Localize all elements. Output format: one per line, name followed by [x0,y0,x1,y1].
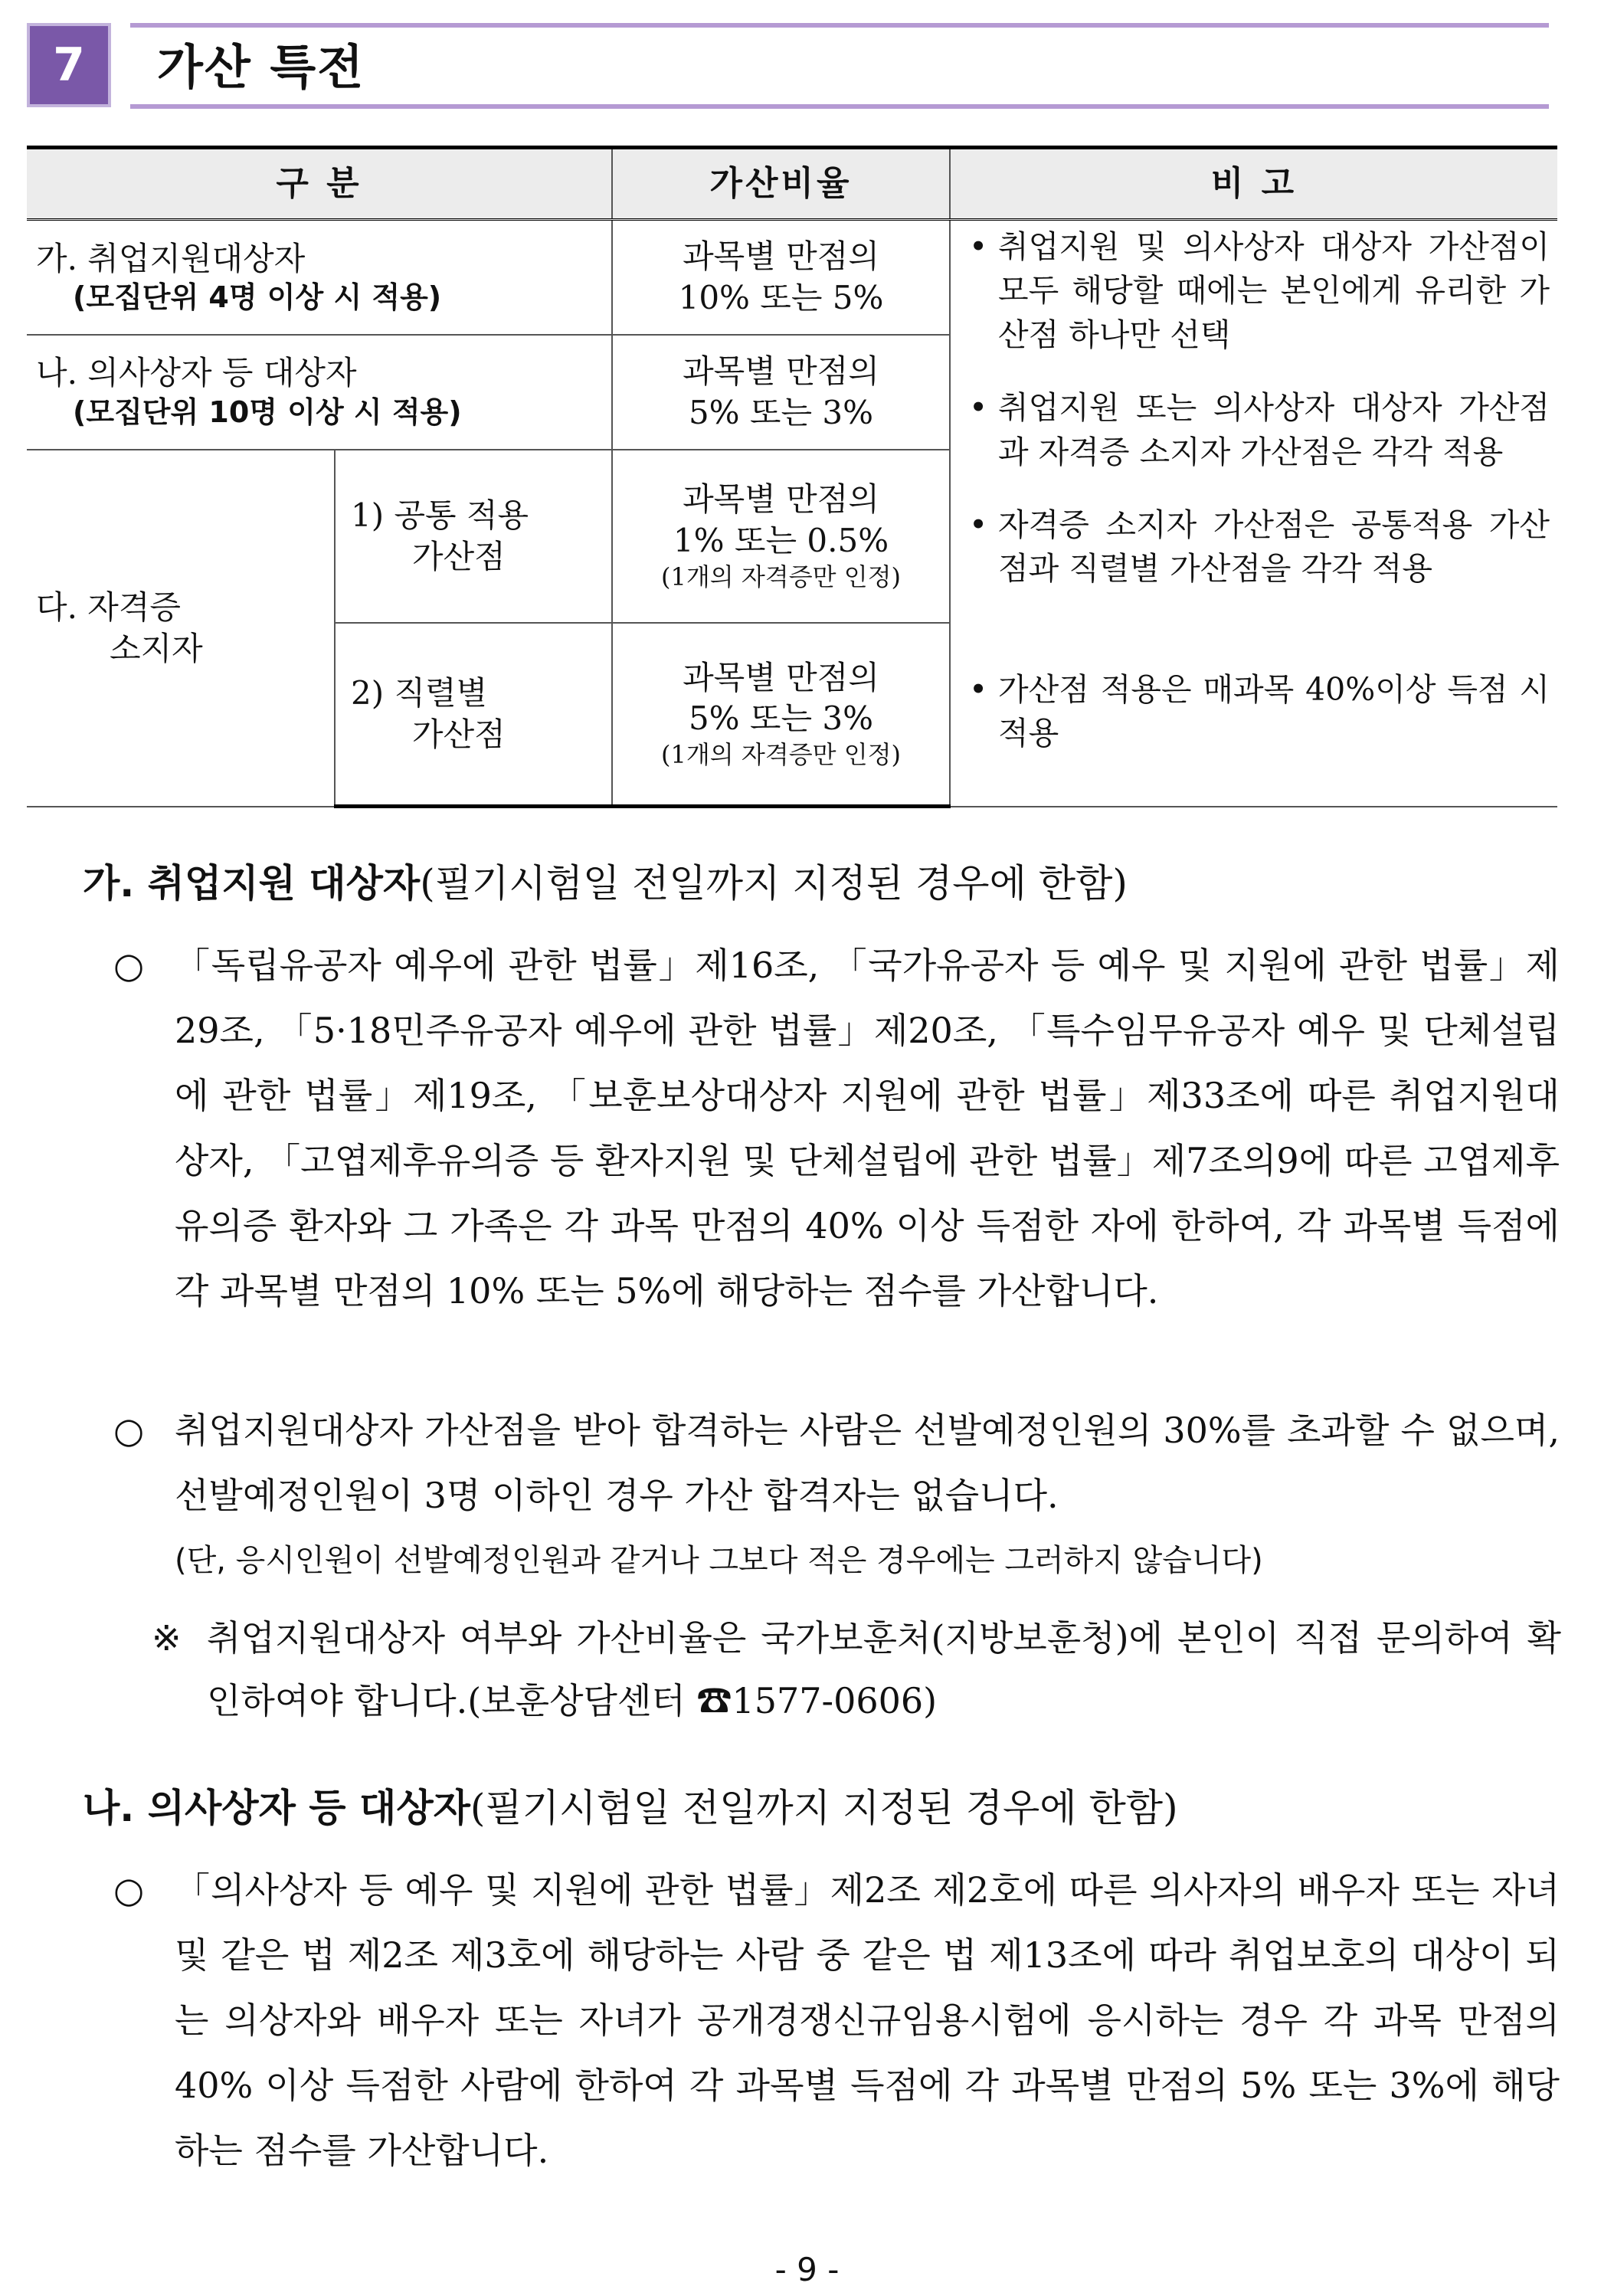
cell-ga-rate [612,220,950,335]
na-rate-line1: 과목별 만점의 [683,352,879,390]
part-ga-reference-note [152,1607,1561,1732]
ga-rate-line1: 과목별 만점의 [683,237,879,275]
part-na-heading-bold: 나. 의사상자 등 대상자 [83,1786,470,1830]
part-na-paragraph-1 [113,1858,1560,2183]
ga-rate-line2: 10% 또는 5% [678,278,884,316]
cell-da-sub2-rate [612,623,950,807]
table-header-row [27,148,1557,220]
cell-na-label [27,335,612,450]
header-notes: 비 고 [950,148,1557,220]
bonus-table [27,146,1557,808]
section-title: 가산 특전 [157,39,365,95]
da-sub1-rate-line1: 과목별 만점의 [683,480,879,519]
part-ga-ref-text: 취업지원대상자 여부와 가산비율은 국가보훈처(지방보훈청)에 본인이 직접 문의하여 확인하여야 합니다.(보훈상담센터 ☎1577-0606) [207,1617,1561,1721]
part-ga-heading [83,853,1128,908]
section-number-badge: 7 [27,23,111,107]
cell-na-rate [612,335,950,450]
na-rate-line2: 5% 또는 3% [688,393,874,431]
circle-bullet: ○ [113,1410,145,1451]
note-item: • 취업지원 및 의사상자 대상자 가산점이 모두 해당할 때에는 본인에게 유리한 가산점 하나만 선택 [964,225,1550,357]
part-ga-paragraph-1 [113,933,1560,1324]
ga-condition: (모집단위 4명 이상 시 적용) [73,280,442,315]
na-label: 나. 의사상자 등 대상자 [36,354,357,392]
da-sub1-label-line2: 가산점 [412,537,506,575]
da-sub1-rate-line2: 1% 또는 0.5% [673,522,889,560]
circle-bullet: ○ [113,945,145,986]
part-ga-p2-text: 취업지원대상자 가산점을 받아 합격하는 사람은 선발예정인원의 30%를 초과할 수 없으며, 선발예정인원이 3명 이하인 경우 가산 합격자는 없습니다. [175,1410,1560,1516]
header-category: 구 분 [27,148,612,220]
da-sub2-rate-line1: 과목별 만점의 [683,658,879,696]
notes-list [964,225,1550,756]
part-ga-heading-bold: 가. 취업지원 대상자 [83,861,421,906]
header-rule-bottom [130,104,1549,109]
da-label-line1: 다. 자격증 [36,588,181,626]
table-row-ga [27,220,1557,335]
da-sub1-label-line1: 1) 공통 적용 [351,496,529,534]
header-rule-top [130,23,1549,28]
part-ga-p2-sub: (단, 응시인원이 선발예정인원과 같거나 그보다 적은 경우에는 그러하지 않습니다) [175,1543,1263,1578]
cell-da-sub1-label [335,450,612,623]
da-sub2-label-line1: 2) 직렬별 [351,674,488,712]
da-sub2-label-line2: 가산점 [412,715,506,753]
ga-label: 가. 취업지원대상자 [36,239,306,277]
note-item: • 자격증 소지자 가산점은 공통적용 가산점과 직렬별 가산점을 각각 적용 [964,503,1550,591]
cell-notes [950,220,1557,807]
header-rate: 가산비율 [612,148,950,220]
da-label-line2: 소지자 [110,629,203,667]
na-condition: (모집단위 10명 이상 시 적용) [73,395,462,430]
part-na-p1-text: 「의사상자 등 예우 및 지원에 관한 법률」제2조 제2호에 따른 의사자의 배우자 또는 자녀 및 같은 법 제2조 제3호에 해당하는 사람 중 같은 법 제13조에 따라 취업보호의 대상이 되는 의상자와 배우자 또는 자녀가 공개경쟁신규임용시험에 응시하는 경우 각 과목 만점의 40% 이상 득점한 사람에 한하여 각 과목별 득점에 각 과목별 만점의 5% 또는 3%에 해당하는 점수를 가산합니다. [175,1869,1560,2171]
da-sub2-rate-note: (1개의 자격증만 인정) [661,740,901,770]
page-number: - 9 - [774,2251,840,2288]
part-ga-heading-rest: (필기시험일 전일까지 지정된 경우에 한함) [420,861,1128,906]
part-na-heading-rest: (필기시험일 전일까지 지정된 경우에 한함) [470,1786,1178,1830]
da-sub1-rate-note: (1개의 자격증만 인정) [661,562,901,591]
cell-da-label [27,450,335,807]
note-item: • 가산점 적용은 매과목 40%이상 득점 시 적용 [964,668,1550,756]
part-na-heading [83,1777,1178,1833]
part-ga-paragraph-2 [113,1398,1560,1593]
da-sub2-rate-line2: 5% 또는 3% [688,699,874,738]
cell-ga-label [27,220,612,335]
cell-da-sub2-label [335,623,612,807]
note-item: • 취업지원 또는 의사상자 대상자 가산점과 자격증 소지자 가산점은 각각 적용 [964,386,1550,474]
part-ga-p1-text: 「독립유공자 예우에 관한 법률」제16조, 「국가유공자 등 예우 및 지원에 관한 법률」제29조, 「5·18민주유공자 예우에 관한 법률」제20조, 「특수임무유공자 예우 및 단체설립에 관한 법률」제19조, 「보훈보상대상자 지원에 관한 법률」제33조에 따른 취업지원대상자, 「고엽제후유의증 등 환자지원 및 단체설립에 관한 법률」제7조의9에 따른 고엽제후유의증 환자와 그 가족은 각 과목 만점의 40% 이상 득점한 자에 한하여, 각 과목별 득점에 각 과목별 만점의 10% 또는 5%에 해당하는 점수를 가산합니다. [175,945,1560,1312]
cell-da-sub1-rate [612,450,950,623]
reference-mark: ※ [152,1617,182,1659]
circle-bullet: ○ [113,1869,145,1911]
